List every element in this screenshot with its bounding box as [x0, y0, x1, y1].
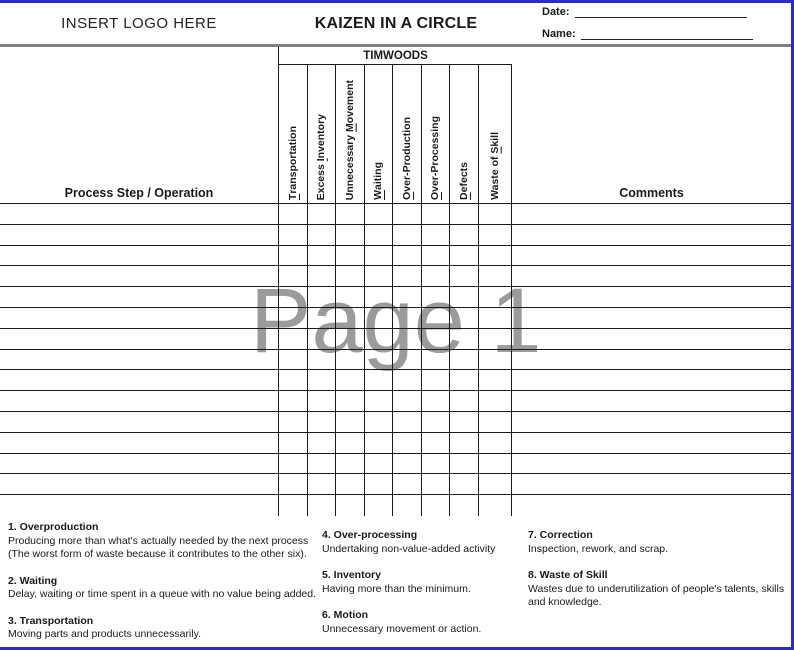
- transportation-cell[interactable]: [279, 204, 308, 224]
- excess-inventory-cell[interactable]: [308, 433, 337, 453]
- waiting-cell[interactable]: [365, 287, 394, 307]
- table-stub-row: [0, 495, 791, 516]
- over-processing-cell[interactable]: [422, 454, 451, 474]
- page-header: [0, 3, 791, 44]
- over-production-cell[interactable]: [393, 246, 422, 266]
- over-processing-cell[interactable]: [422, 433, 451, 453]
- over-processing-cell[interactable]: [422, 391, 451, 411]
- unnecessary-movement-cell[interactable]: [336, 246, 365, 266]
- defects-cell[interactable]: [450, 287, 479, 307]
- transportation-cell[interactable]: [279, 412, 308, 432]
- definition-term: 5. Inventory: [322, 569, 381, 581]
- definition-text: Moving parts and products unnecessarily.: [8, 628, 201, 640]
- comments-cell[interactable]: [512, 225, 791, 245]
- rotated-label: Unnecessary Movement: [343, 79, 356, 200]
- stub-cell: [450, 495, 479, 516]
- comments-cell[interactable]: [512, 474, 791, 494]
- definitions-column-3: [528, 516, 790, 623]
- waste-of-skill-cell[interactable]: [479, 204, 513, 224]
- excess-inventory-cell[interactable]: [308, 246, 337, 266]
- defects-cell[interactable]: [450, 204, 479, 224]
- over-processing-cell[interactable]: [422, 350, 451, 370]
- definition-term: 4. Over-processing: [322, 529, 418, 541]
- table-row: [0, 412, 791, 433]
- waiting-cell[interactable]: [365, 350, 394, 370]
- waste-of-skill-cell[interactable]: [479, 308, 513, 328]
- stub-cell: [365, 495, 394, 516]
- waiting-cell[interactable]: [365, 266, 394, 286]
- waiting-cell[interactable]: [365, 308, 394, 328]
- page-watermark: Page 1: [250, 270, 542, 372]
- definition-text: Unnecessary movement or action.: [322, 622, 482, 635]
- waste-of-skill-cell[interactable]: [479, 329, 513, 349]
- comments-cell[interactable]: [512, 308, 791, 328]
- process-step-cell[interactable]: [0, 412, 279, 432]
- defects-cell[interactable]: [450, 225, 479, 245]
- transportation-cell[interactable]: [279, 433, 308, 453]
- definition-text: Delay, waiting or time spent in a queue with no value being added.: [8, 588, 317, 600]
- unnecessary-movement-cell[interactable]: [336, 204, 365, 224]
- defects-cell[interactable]: [450, 474, 479, 494]
- waiting-cell[interactable]: [365, 433, 394, 453]
- over-processing-cell[interactable]: [422, 246, 451, 266]
- rotated-label: Defects: [457, 162, 470, 200]
- unnecessary-movement-cell[interactable]: [336, 329, 365, 349]
- process-step-cell[interactable]: [0, 287, 279, 307]
- excess-inventory-cell[interactable]: [308, 350, 337, 370]
- excess-inventory-cell[interactable]: [308, 391, 337, 411]
- table-row: [0, 454, 791, 475]
- comments-cell[interactable]: [512, 204, 791, 224]
- definition-term: 2. Waiting: [8, 574, 58, 587]
- over-production-cell[interactable]: [393, 433, 422, 453]
- column-header-process-step: Process Step / Operation: [0, 47, 279, 203]
- transportation-cell[interactable]: [279, 454, 308, 474]
- transportation-cell[interactable]: [279, 246, 308, 266]
- comments-cell[interactable]: [512, 391, 791, 411]
- excess-inventory-cell[interactable]: [308, 225, 337, 245]
- transportation-cell[interactable]: [279, 350, 308, 370]
- waiting-cell[interactable]: [365, 204, 394, 224]
- unnecessary-movement-cell[interactable]: [336, 474, 365, 494]
- waste-of-skill-cell[interactable]: [479, 412, 513, 432]
- unnecessary-movement-cell[interactable]: [336, 308, 365, 328]
- waste-of-skill-cell[interactable]: [479, 225, 513, 245]
- stub-cell: [308, 495, 337, 516]
- process-step-cell[interactable]: [0, 225, 279, 245]
- over-processing-cell[interactable]: [422, 287, 451, 307]
- table-row: [0, 329, 791, 350]
- name-label: Name:: [542, 28, 576, 40]
- process-step-cell[interactable]: [0, 350, 279, 370]
- excess-inventory-cell[interactable]: [308, 370, 337, 390]
- stub-cell: [422, 495, 451, 516]
- over-processing-cell[interactable]: [422, 266, 451, 286]
- process-step-cell[interactable]: [0, 246, 279, 266]
- process-step-cell[interactable]: [0, 370, 279, 390]
- process-step-cell[interactable]: [0, 266, 279, 286]
- table-body: [0, 204, 791, 495]
- definitions-column-2: [322, 516, 527, 649]
- excess-inventory-cell[interactable]: [308, 266, 337, 286]
- over-production-cell[interactable]: [393, 391, 422, 411]
- stub-cell: [336, 495, 365, 516]
- comments-cell[interactable]: [512, 454, 791, 474]
- over-production-cell[interactable]: [393, 474, 422, 494]
- stub-comments: [512, 495, 791, 516]
- unnecessary-movement-cell[interactable]: [336, 266, 365, 286]
- defects-cell[interactable]: [450, 329, 479, 349]
- column-header-transportation: [279, 65, 308, 203]
- process-step-cell[interactable]: [0, 433, 279, 453]
- rotated-label: Transportation: [286, 125, 299, 200]
- over-production-cell[interactable]: [393, 204, 422, 224]
- over-production-cell[interactable]: [393, 287, 422, 307]
- date-row: [542, 5, 756, 18]
- stub-cell: [479, 495, 513, 516]
- excess-inventory-cell[interactable]: [308, 329, 337, 349]
- excess-inventory-cell[interactable]: [308, 454, 337, 474]
- table-row: [0, 266, 791, 287]
- defects-cell[interactable]: [450, 308, 479, 328]
- column-header-waiting: [365, 65, 394, 203]
- comments-cell[interactable]: [512, 266, 791, 286]
- column-header-over-production: [393, 65, 422, 203]
- transportation-cell[interactable]: [279, 370, 308, 390]
- kaizen-table: [0, 47, 791, 516]
- table-row: [0, 350, 791, 371]
- waiting-cell[interactable]: [365, 246, 394, 266]
- over-processing-cell[interactable]: [422, 474, 451, 494]
- table-row: [0, 204, 791, 225]
- comments-cell[interactable]: [512, 246, 791, 266]
- over-production-cell[interactable]: [393, 350, 422, 370]
- definition-text: Wastes due to underutilization of people's talents, skills and knowledge.: [528, 582, 785, 608]
- unnecessary-movement-cell[interactable]: [336, 391, 365, 411]
- over-production-cell[interactable]: [393, 454, 422, 474]
- unnecessary-movement-cell[interactable]: [336, 225, 365, 245]
- over-production-cell[interactable]: [393, 308, 422, 328]
- definition-term: 1. Overproduction: [8, 521, 99, 533]
- definition-term: 7. Correction: [528, 529, 593, 541]
- over-processing-cell[interactable]: [422, 329, 451, 349]
- waiting-cell[interactable]: [365, 329, 394, 349]
- waste-of-skill-cell[interactable]: [479, 474, 513, 494]
- defects-cell[interactable]: [450, 454, 479, 474]
- over-production-cell[interactable]: [393, 266, 422, 286]
- table-row: [0, 370, 791, 391]
- timwoods-block: [279, 47, 512, 203]
- waste-of-skill-cell[interactable]: [479, 370, 513, 390]
- waste-of-skill-cell[interactable]: [479, 433, 513, 453]
- table-row: [0, 246, 791, 267]
- unnecessary-movement-cell[interactable]: [336, 350, 365, 370]
- comments-cell[interactable]: [512, 350, 791, 370]
- stub-cell: [279, 495, 308, 516]
- defects-cell[interactable]: [450, 266, 479, 286]
- comments-cell[interactable]: [512, 412, 791, 432]
- waiting-cell[interactable]: [365, 391, 394, 411]
- defects-cell[interactable]: [450, 350, 479, 370]
- definition-text: Inspection, rework, and scrap.: [528, 542, 669, 555]
- over-processing-cell[interactable]: [422, 412, 451, 432]
- column-header-over-processing: [422, 65, 451, 203]
- waiting-cell[interactable]: [365, 474, 394, 494]
- definition-term: 6. Motion: [322, 609, 369, 621]
- definition-term: 8. Waste of Skill: [528, 569, 608, 581]
- table-row: [0, 474, 791, 495]
- table-row: [0, 287, 791, 308]
- stub-spacer: [0, 495, 279, 516]
- excess-inventory-cell[interactable]: [308, 412, 337, 432]
- definition-text: Producing more than what's actually needed by the next process (The worst form of waste because it contributes to the other six).: [8, 534, 309, 560]
- defects-cell[interactable]: [450, 412, 479, 432]
- stub-cell: [393, 495, 422, 516]
- table-header: [0, 47, 791, 204]
- excess-inventory-cell[interactable]: [308, 287, 337, 307]
- page-title: KAIZEN IN A CIRCLE: [314, 14, 478, 32]
- date-label: Date:: [542, 6, 570, 18]
- rotated-label: Waiting: [372, 162, 385, 200]
- process-step-cell[interactable]: [0, 329, 279, 349]
- transportation-cell[interactable]: [279, 329, 308, 349]
- over-production-cell[interactable]: [393, 370, 422, 390]
- waste-of-skill-cell[interactable]: [479, 287, 513, 307]
- defects-cell[interactable]: [450, 391, 479, 411]
- process-step-cell[interactable]: [0, 454, 279, 474]
- defects-cell[interactable]: [450, 433, 479, 453]
- group-header-timwoods: TIMWOODS: [279, 47, 512, 65]
- waste-of-skill-cell[interactable]: [479, 246, 513, 266]
- unnecessary-movement-cell[interactable]: [336, 433, 365, 453]
- unnecessary-movement-cell[interactable]: [336, 454, 365, 474]
- over-production-cell[interactable]: [393, 225, 422, 245]
- comments-cell[interactable]: [512, 370, 791, 390]
- waste-of-skill-cell[interactable]: [479, 350, 513, 370]
- column-header-excess-inventory: [308, 65, 337, 203]
- excess-inventory-cell[interactable]: [308, 474, 337, 494]
- column-header-waste-of-skill: [479, 65, 513, 203]
- excess-inventory-cell[interactable]: [308, 308, 337, 328]
- rotated-label: Excess Inventory: [315, 113, 328, 200]
- transportation-cell[interactable]: [279, 308, 308, 328]
- excess-inventory-cell[interactable]: [308, 204, 337, 224]
- over-production-cell[interactable]: [393, 412, 422, 432]
- unnecessary-movement-cell[interactable]: [336, 287, 365, 307]
- meta-fields: [542, 5, 756, 49]
- transportation-cell[interactable]: [279, 391, 308, 411]
- date-field[interactable]: [575, 5, 747, 18]
- waiting-cell[interactable]: [365, 370, 394, 390]
- transportation-cell[interactable]: [279, 225, 308, 245]
- name-row: [542, 27, 756, 40]
- process-step-cell[interactable]: [0, 474, 279, 494]
- transportation-cell[interactable]: [279, 474, 308, 494]
- over-processing-cell[interactable]: [422, 204, 451, 224]
- table-row: [0, 391, 791, 412]
- definition-term: 3. Transportation: [8, 614, 94, 627]
- rotated-label: Over-Production: [400, 117, 413, 200]
- waiting-cell[interactable]: [365, 412, 394, 432]
- column-header-comments: Comments: [619, 186, 684, 200]
- waste-of-skill-cell[interactable]: [479, 391, 513, 411]
- name-field[interactable]: [581, 27, 753, 40]
- process-step-cell[interactable]: [0, 204, 279, 224]
- defects-cell[interactable]: [450, 370, 479, 390]
- over-processing-cell[interactable]: [422, 225, 451, 245]
- comments-cell[interactable]: [512, 329, 791, 349]
- over-processing-cell[interactable]: [422, 308, 451, 328]
- rotated-label: Over-Processing: [429, 115, 442, 200]
- over-processing-cell[interactable]: [422, 370, 451, 390]
- process-step-cell[interactable]: [0, 308, 279, 328]
- waiting-cell[interactable]: [365, 225, 394, 245]
- rotated-label: Waste of Skill: [488, 132, 501, 200]
- transportation-cell[interactable]: [279, 266, 308, 286]
- column-header-defects: [450, 65, 479, 203]
- definitions-footer: [0, 516, 791, 647]
- transportation-cell[interactable]: [279, 287, 308, 307]
- waste-of-skill-cell[interactable]: [479, 454, 513, 474]
- unnecessary-movement-cell[interactable]: [336, 412, 365, 432]
- definition-text: Undertaking non-value-added activity: [322, 542, 496, 555]
- table-row: [0, 308, 791, 329]
- comments-cell[interactable]: [512, 433, 791, 453]
- waiting-cell[interactable]: [365, 454, 394, 474]
- table-row: [0, 225, 791, 246]
- definition-text: Having more than the minimum.: [322, 582, 471, 595]
- definitions-column-1: [8, 516, 323, 650]
- logo-placeholder: INSERT LOGO HERE: [61, 15, 217, 32]
- unnecessary-movement-cell[interactable]: [336, 370, 365, 390]
- process-step-cell[interactable]: [0, 391, 279, 411]
- comments-cell[interactable]: [512, 287, 791, 307]
- defects-cell[interactable]: [450, 246, 479, 266]
- table-row: [0, 433, 791, 454]
- waste-column-headers: [279, 65, 512, 203]
- over-production-cell[interactable]: [393, 329, 422, 349]
- column-header-unnecessary-movement: [336, 65, 365, 203]
- waste-of-skill-cell[interactable]: [479, 266, 513, 286]
